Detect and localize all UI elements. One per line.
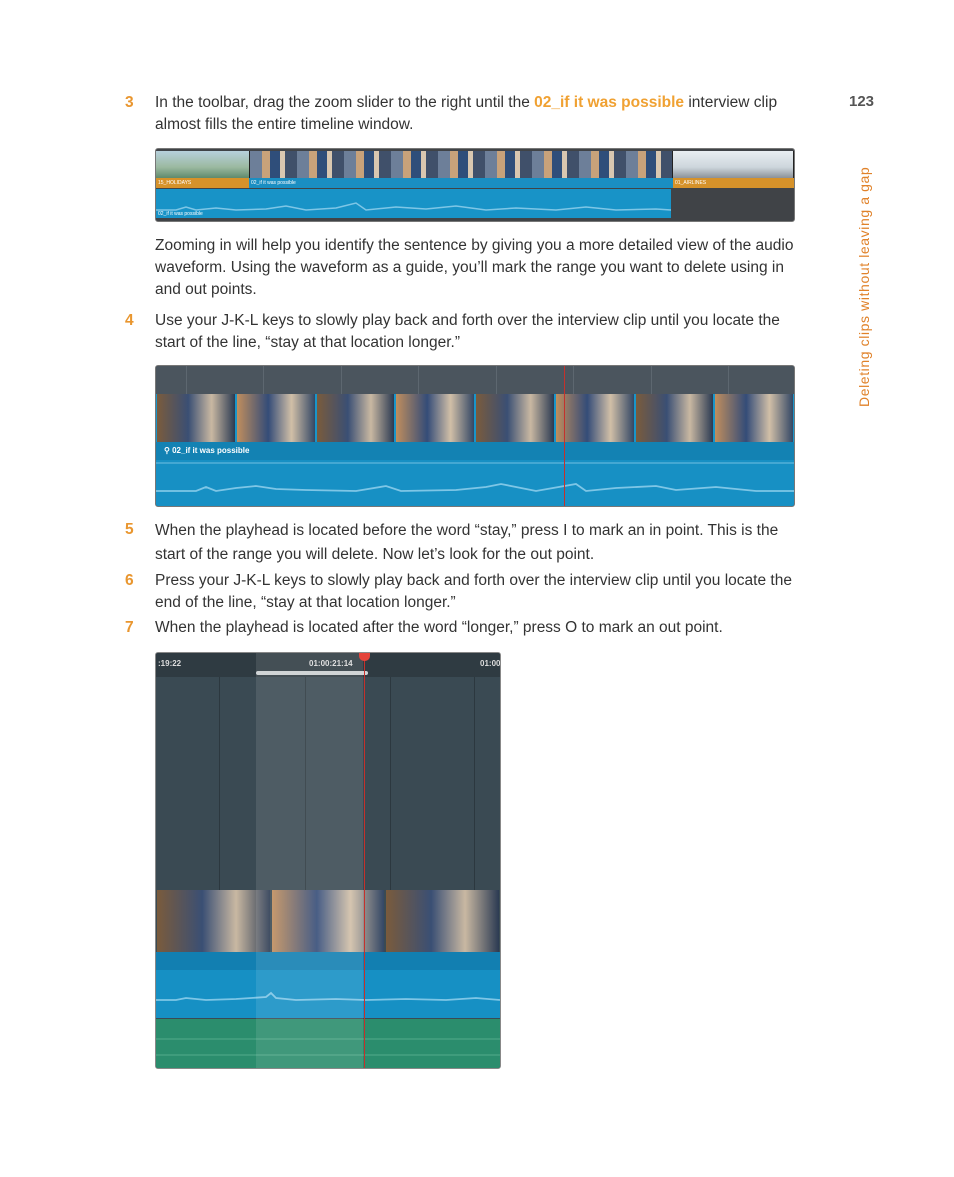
paragraph: Zooming in will help you identify the sentence by giving you a more detailed view of the audio waveform. Using the waveform as a guide, you’ll mark the range you want to delete using in and out points. xyxy=(155,237,794,298)
thumbnail xyxy=(250,151,673,178)
step-number: 3 xyxy=(125,94,134,111)
clip-label: 02_if it was possible xyxy=(249,178,673,188)
grid-line xyxy=(418,366,419,394)
audio-clip-label: 02_if it was possible xyxy=(158,211,203,217)
page-number: 123 xyxy=(849,93,875,110)
clip-labels xyxy=(156,178,794,188)
video-frame xyxy=(636,394,714,442)
grid-line xyxy=(390,677,391,890)
video-frame xyxy=(237,394,315,442)
step-number: 6 xyxy=(125,572,134,589)
playhead[interactable] xyxy=(364,653,365,1068)
grid-line xyxy=(474,677,475,890)
video-frame xyxy=(157,890,270,952)
thumbnail xyxy=(673,151,794,178)
timecode: :19:22 xyxy=(158,659,182,668)
audio-track xyxy=(156,460,794,506)
step-7 xyxy=(125,617,805,639)
step-5 xyxy=(125,519,805,567)
clip-label: 15_HOLIDAYS xyxy=(156,178,249,188)
step-text: Use your J-K-L keys to slowly play back and forth over the interview clip until you locate the start of the line, “stay at that location longer.” xyxy=(155,312,780,351)
step-text: Press your J-K-L keys to slowly play back and forth over the interview clip until you locate the end of the line, “stay at that location longer.” xyxy=(155,572,792,611)
timecode: 01:00:21:14 xyxy=(309,659,353,668)
video-frame xyxy=(476,394,554,442)
video-thumbnails xyxy=(156,151,794,178)
clip-label: 01_AIRLINES xyxy=(673,178,794,188)
grid-line xyxy=(219,677,220,890)
step-number: 4 xyxy=(125,312,134,329)
clip-name-highlight: 02_if it was possible xyxy=(534,94,685,111)
step-4 xyxy=(125,310,805,354)
grid-line xyxy=(341,366,342,394)
clip-label: ⚲ 02_if it was possible xyxy=(156,442,794,460)
step-number: 5 xyxy=(125,521,134,538)
audio-track xyxy=(156,189,671,218)
in-out-range-highlight xyxy=(256,653,363,1068)
grid-line xyxy=(186,366,187,394)
step-number: 7 xyxy=(125,619,134,636)
video-frame xyxy=(715,394,793,442)
step-text: When the playhead is located before the word “stay,” press I to mark an in point. This is the start of the range you will delete. Now let’s look for the out point. xyxy=(155,522,779,563)
step-text: In the toolbar, drag the zoom slider to the right until the 02_if it was possible interview clip almost fills the entire timeline window. xyxy=(155,94,778,133)
timecode: 01:00 xyxy=(480,659,501,668)
grid-line xyxy=(573,366,574,394)
step-3 xyxy=(125,92,805,136)
step-6 xyxy=(125,570,805,614)
thumbnail xyxy=(156,151,250,178)
timeline-ruler xyxy=(156,366,794,394)
video-frame xyxy=(317,394,395,442)
grid-line xyxy=(496,366,497,394)
in-out-range-bar[interactable] xyxy=(256,671,368,675)
playhead[interactable] xyxy=(564,366,565,506)
grid-line xyxy=(651,366,652,394)
side-title: Deleting clips without leaving a gap xyxy=(856,166,872,407)
timeline-zoomed-in-screenshot xyxy=(155,365,795,507)
grid-line xyxy=(728,366,729,394)
audio-waveform xyxy=(156,460,794,506)
timeline-range-screenshot xyxy=(155,652,501,1069)
grid-line xyxy=(263,366,264,394)
step-text: When the playhead is located after the word “longer,” press O to mark an out point. xyxy=(155,619,723,636)
video-frame xyxy=(386,890,499,952)
video-frame xyxy=(157,394,235,442)
audio-waveform xyxy=(156,189,671,218)
timeline-zoomed-out-screenshot xyxy=(155,148,795,222)
video-frame xyxy=(396,394,474,442)
video-track xyxy=(156,394,794,442)
video-frame xyxy=(556,394,634,442)
